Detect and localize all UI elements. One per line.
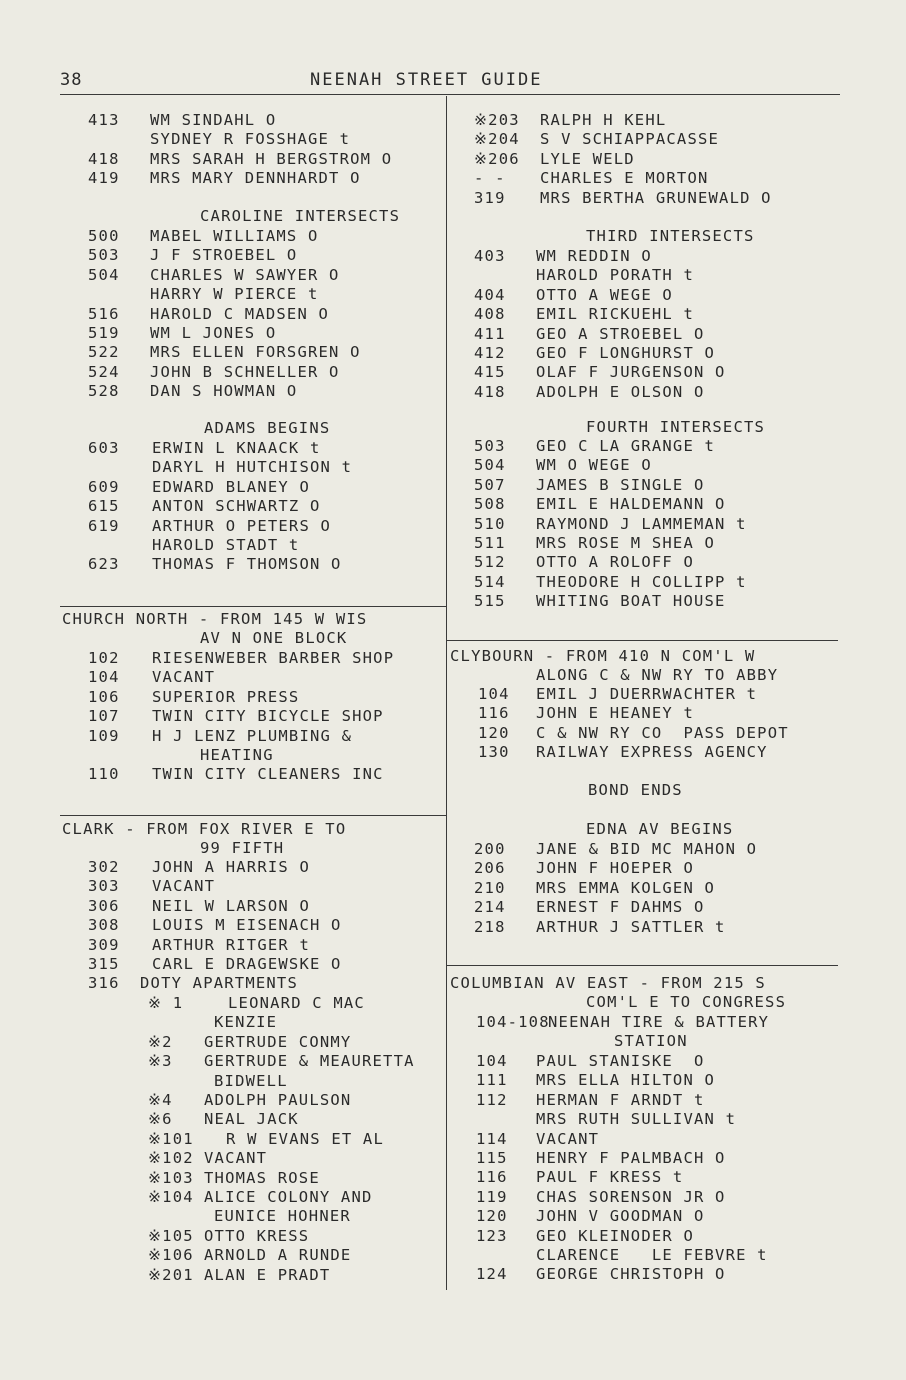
street-heading: ALONG C & NW RY TO ABBY xyxy=(536,666,779,684)
apartment-entry: ALICE COLONY AND xyxy=(204,1188,373,1206)
section-heading: BOND ENDS xyxy=(588,781,683,799)
listing-entry: MRS ELLA HILTON O xyxy=(536,1071,716,1090)
listing-entry: GEO C LA GRANGE t xyxy=(536,437,716,455)
apartment-entry: VACANT xyxy=(204,1149,268,1168)
listing-number: 315 xyxy=(88,955,120,973)
street-heading: AV N ONE BLOCK xyxy=(200,629,348,647)
apartment-entry: KENZIE xyxy=(214,1013,278,1032)
listing-number: 104 xyxy=(476,1052,508,1070)
listing-entry: H J LENZ PLUMBING & xyxy=(152,726,353,745)
listing-number: 408 xyxy=(474,305,506,324)
header-rule xyxy=(60,94,840,95)
listing-entry: C & NW RY CO PASS DEPOT xyxy=(536,723,789,742)
section-heading: EDNA AV BEGINS xyxy=(586,820,734,838)
listing-entry: NEIL W LARSON O xyxy=(152,896,310,915)
listing-number: 116 xyxy=(476,1168,508,1187)
section-heading: CAROLINE INTERSECTS xyxy=(200,207,401,225)
listing-number: 306 xyxy=(88,896,120,915)
listing-entry: WM REDDIN O xyxy=(536,247,652,265)
column-divider xyxy=(446,96,447,1290)
listing-number: 130 xyxy=(478,743,510,762)
apartment-number: ※104 xyxy=(148,1188,194,1206)
listing-number: 116 xyxy=(478,704,510,723)
listing-entry: VACANT xyxy=(152,668,216,687)
listing-entry: HARRY W PIERCE t xyxy=(150,285,319,304)
listing-entry: EDWARD BLANEY O xyxy=(152,477,310,496)
listing-number: 112 xyxy=(476,1090,508,1109)
listing-number: 218 xyxy=(474,917,506,936)
listing-entry: EMIL J DUERRWACHTER t xyxy=(536,685,758,703)
listing-number: ※206 xyxy=(474,149,520,168)
listing-entry: ERNEST F DAHMS O xyxy=(536,898,705,917)
listing-entry: DOTY APARTMENTS xyxy=(140,974,298,993)
apartment-number: ※201 xyxy=(148,1265,194,1284)
listing-entry: CLARENCE LE FEBVRE t xyxy=(536,1246,768,1264)
listing-number: 308 xyxy=(88,916,120,935)
listing-number: 508 xyxy=(474,495,506,514)
listing-number: 119 xyxy=(476,1187,508,1206)
listing-number: 411 xyxy=(474,324,506,343)
listing-number: 503 xyxy=(474,437,506,455)
listing-entry: OTTO A WEGE O xyxy=(536,285,673,304)
listing-number: 419 xyxy=(88,169,120,188)
listing-number: 609 xyxy=(88,477,120,496)
apartment-entry: EUNICE HOHNER xyxy=(214,1207,351,1226)
street-heading: CLARK - FROM FOX RIVER E TO xyxy=(62,820,347,838)
street-heading: COM'L E TO CONGRESS xyxy=(586,993,787,1011)
listing-entry: TWIN CITY CLEANERS INC xyxy=(152,765,384,784)
listing-entry: MRS RUTH SULLIVAN t xyxy=(536,1110,737,1129)
listing-entry: MRS SARAH H BERGSTROM O xyxy=(150,149,393,168)
apartment-entry: ALAN E PRADT xyxy=(204,1265,331,1284)
listing-entry: GEORGE CHRISTOPH O xyxy=(536,1265,726,1284)
listing-entry: HENRY F PALMBACH O xyxy=(536,1149,726,1167)
clybourn-rule xyxy=(446,640,838,641)
listing-number: 115 xyxy=(476,1149,508,1167)
listing-number: 111 xyxy=(476,1071,508,1090)
listing-entry: EMIL E HALDEMANN O xyxy=(536,495,726,514)
listing-number: 302 xyxy=(88,858,120,876)
page-title: NEENAH STREET GUIDE xyxy=(310,70,543,90)
apartment-number: ※103 xyxy=(148,1168,194,1187)
apartment-number: ※6 xyxy=(148,1110,173,1129)
listing-number: 619 xyxy=(88,516,120,535)
section-heading: THIRD INTERSECTS xyxy=(586,227,755,245)
listing-entry: NEENAH TIRE & BATTERY xyxy=(548,1013,770,1031)
listing-entry: JANE & BID MC MAHON O xyxy=(536,840,758,858)
apartment-entry: ARNOLD A RUNDE xyxy=(204,1246,352,1265)
listing-entry: JOHN B SCHNELLER O xyxy=(150,362,340,381)
listing-entry: CHARLES W SAWYER O xyxy=(150,265,340,284)
listing-entry: EMIL RICKUEHL t xyxy=(536,305,694,324)
listing-entry: RIESENWEBER BARBER SHOP xyxy=(152,649,395,667)
listing-number: 413 xyxy=(88,111,120,129)
listing-number: 615 xyxy=(88,497,120,516)
listing-entry: GEO KLEINODER O xyxy=(536,1226,694,1245)
listing-number: 515 xyxy=(474,592,506,611)
listing-number: 120 xyxy=(476,1207,508,1226)
listing-entry: MRS ELLEN FORSGREN O xyxy=(150,343,361,362)
listing-number: 519 xyxy=(88,324,120,342)
listing-entry: HAROLD STADT t xyxy=(152,536,300,554)
listing-entry: JAMES B SINGLE O xyxy=(536,475,705,494)
apartment-entry: GERTRUDE CONMY xyxy=(204,1032,352,1051)
listing-entry: TWIN CITY BICYCLE SHOP xyxy=(152,707,384,726)
listing-number: 303 xyxy=(88,877,120,896)
listing-entry: HAROLD C MADSEN O xyxy=(150,304,330,323)
apartment-number: ※101 xyxy=(148,1129,194,1148)
listing-number: 102 xyxy=(88,649,120,667)
listing-number: 404 xyxy=(474,285,506,304)
listing-entry: ARTHUR O PETERS O xyxy=(152,516,332,535)
section-heading: ADAMS BEGINS xyxy=(204,419,331,437)
listing-entry: MRS BERTHA GRUNEWALD O xyxy=(540,188,772,207)
listing-entry: MABEL WILLIAMS O xyxy=(150,227,319,245)
apartment-entry: BIDWELL xyxy=(214,1071,288,1090)
apartment-number: ※105 xyxy=(148,1226,194,1245)
listing-entry: GEO F LONGHURST O xyxy=(536,344,716,362)
listing-entry: CHARLES E MORTON xyxy=(540,169,709,188)
listing-number: 316 xyxy=(88,974,120,993)
listing-number: 516 xyxy=(88,304,120,323)
columbian-rule xyxy=(446,965,838,966)
listing-number: 200 xyxy=(474,840,506,858)
listing-entry: ERWIN L KNAACK t xyxy=(152,439,321,457)
listing-entry: SUPERIOR PRESS xyxy=(152,687,300,706)
listing-entry: CHAS SORENSON JR O xyxy=(536,1187,726,1206)
listing-entry: ARTHUR RITGER t xyxy=(152,935,310,954)
apartment-number: ※106 xyxy=(148,1246,194,1265)
street-heading: CLYBOURN - FROM 410 N COM'L W xyxy=(450,647,756,665)
listing-number: 514 xyxy=(474,572,506,591)
listing-entry: GEO A STROEBEL O xyxy=(536,324,705,343)
listing-entry: HEATING xyxy=(200,746,274,764)
listing-number: 106 xyxy=(88,687,120,706)
listing-entry: S V SCHIAPPACASSE xyxy=(540,130,720,149)
listing-number: 504 xyxy=(474,456,506,475)
listing-number: 510 xyxy=(474,514,506,533)
listing-number: 309 xyxy=(88,935,120,954)
listing-entry: MRS EMMA KOLGEN O xyxy=(536,878,716,897)
listing-number: ※203 xyxy=(474,111,520,129)
listing-entry: WM O WEGE O xyxy=(536,456,652,475)
apartment-entry: R W EVANS ET AL xyxy=(226,1129,384,1148)
listing-entry: WM SINDAHL O xyxy=(150,111,277,129)
listing-entry: ADOLPH E OLSON O xyxy=(536,382,705,401)
listing-number: 524 xyxy=(88,362,120,381)
apartment-entry: OTTO KRESS xyxy=(204,1226,310,1245)
listing-entry: SYDNEY R FOSSHAGE t xyxy=(150,130,351,149)
listing-number: 512 xyxy=(474,553,506,572)
listing-number: 206 xyxy=(474,859,506,878)
listing-number: 603 xyxy=(88,439,120,457)
listing-number: 107 xyxy=(88,707,120,726)
listing-entry: MRS ROSE M SHEA O xyxy=(536,534,716,552)
listing-entry: THOMAS F THOMSON O xyxy=(152,555,342,574)
listing-number: 507 xyxy=(474,475,506,494)
listing-entry: LOUIS M EISENACH O xyxy=(152,916,342,935)
listing-number: 418 xyxy=(474,382,506,401)
page-number: 38 xyxy=(60,70,83,90)
listing-number: 503 xyxy=(88,246,120,265)
listing-entry: OLAF F JURGENSON O xyxy=(536,363,726,382)
listing-number: 120 xyxy=(478,723,510,742)
listing-entry: HERMAN F ARNDT t xyxy=(536,1090,705,1109)
listing-entry: PAUL STANISKE O xyxy=(536,1052,705,1070)
listing-entry: DAN S HOWMAN O xyxy=(150,382,298,401)
listing-number: 511 xyxy=(474,534,506,552)
listing-number: 319 xyxy=(474,188,506,207)
street-heading: CHURCH NORTH - FROM 145 W WIS xyxy=(62,610,368,628)
apartment-number: ※4 xyxy=(148,1091,173,1109)
apartment-number: ※102 xyxy=(148,1149,194,1168)
listing-number: 403 xyxy=(474,247,506,265)
listing-number: 528 xyxy=(88,382,120,401)
listing-number: 623 xyxy=(88,555,120,574)
listing-entry: HAROLD PORATH t xyxy=(536,266,694,285)
apartment-number: ※ 1 xyxy=(148,994,184,1012)
listing-number: 124 xyxy=(476,1265,508,1284)
listing-entry: THEODORE H COLLIPP t xyxy=(536,572,747,591)
listing-entry: WM L JONES O xyxy=(150,324,277,342)
listing-entry: CARL E DRAGEWSKE O xyxy=(152,955,342,973)
listing-entry: PAUL F KRESS t xyxy=(536,1168,684,1187)
listing-number: 412 xyxy=(474,344,506,362)
listing-entry: ANTON SCHWARTZ O xyxy=(152,497,321,516)
apartment-entry: LEONARD C MAC xyxy=(228,994,365,1012)
listing-number: 418 xyxy=(88,149,120,168)
listing-number: 110 xyxy=(88,765,120,784)
apartment-number: ※3 xyxy=(148,1052,173,1071)
apartment-entry: NEAL JACK xyxy=(204,1110,299,1129)
listing-entry: STATION xyxy=(614,1032,688,1050)
listing-entry: JOHN A HARRIS O xyxy=(152,858,310,876)
listing-entry: RALPH H KEHL xyxy=(540,111,667,129)
listing-entry: JOHN E HEANEY t xyxy=(536,704,694,723)
clark-rule xyxy=(60,815,446,816)
listing-number: 104 xyxy=(88,668,120,687)
listing-entry: VACANT xyxy=(536,1129,600,1148)
listing-number: 504 xyxy=(88,265,120,284)
listing-number: 104-108 xyxy=(476,1013,550,1031)
listing-entry: VACANT xyxy=(152,877,216,896)
listing-entry: ARTHUR J SATTLER t xyxy=(536,917,726,936)
church-rule xyxy=(60,606,446,607)
listing-entry: JOHN V GOODMAN O xyxy=(536,1207,705,1226)
listing-number: 104 xyxy=(478,685,510,703)
listing-entry: JOHN F HOEPER O xyxy=(536,859,694,878)
listing-number: 109 xyxy=(88,726,120,745)
section-heading: FOURTH INTERSECTS xyxy=(586,418,766,436)
apartment-entry: ADOLPH PAULSON xyxy=(204,1091,352,1109)
street-heading: 99 FIFTH xyxy=(200,839,285,857)
listing-number: 522 xyxy=(88,343,120,362)
apartment-number: ※2 xyxy=(148,1032,173,1051)
apartment-entry: THOMAS ROSE xyxy=(204,1168,320,1187)
listing-entry: RAILWAY EXPRESS AGENCY xyxy=(536,743,768,762)
listing-entry: LYLE WELD xyxy=(540,149,635,168)
listing-number: 415 xyxy=(474,363,506,382)
listing-number: - - xyxy=(474,169,506,188)
listing-entry: OTTO A ROLOFF O xyxy=(536,553,694,572)
listing-number: 114 xyxy=(476,1129,508,1148)
listing-entry: WHITING BOAT HOUSE xyxy=(536,592,726,611)
apartment-entry: GERTRUDE & MEAURETTA xyxy=(204,1052,415,1071)
listing-number: 214 xyxy=(474,898,506,917)
listing-entry: RAYMOND J LAMMEMAN t xyxy=(536,514,747,533)
street-heading: COLUMBIAN AV EAST - FROM 215 S xyxy=(450,974,766,992)
listing-number: 210 xyxy=(474,878,506,897)
listing-entry: MRS MARY DENNHARDT O xyxy=(150,169,361,188)
listing-number: ※204 xyxy=(474,130,520,149)
listing-entry: J F STROEBEL O xyxy=(150,246,298,265)
listing-number: 500 xyxy=(88,227,120,245)
listing-number: 123 xyxy=(476,1226,508,1245)
listing-entry: DARYL H HUTCHISON t xyxy=(152,458,353,477)
